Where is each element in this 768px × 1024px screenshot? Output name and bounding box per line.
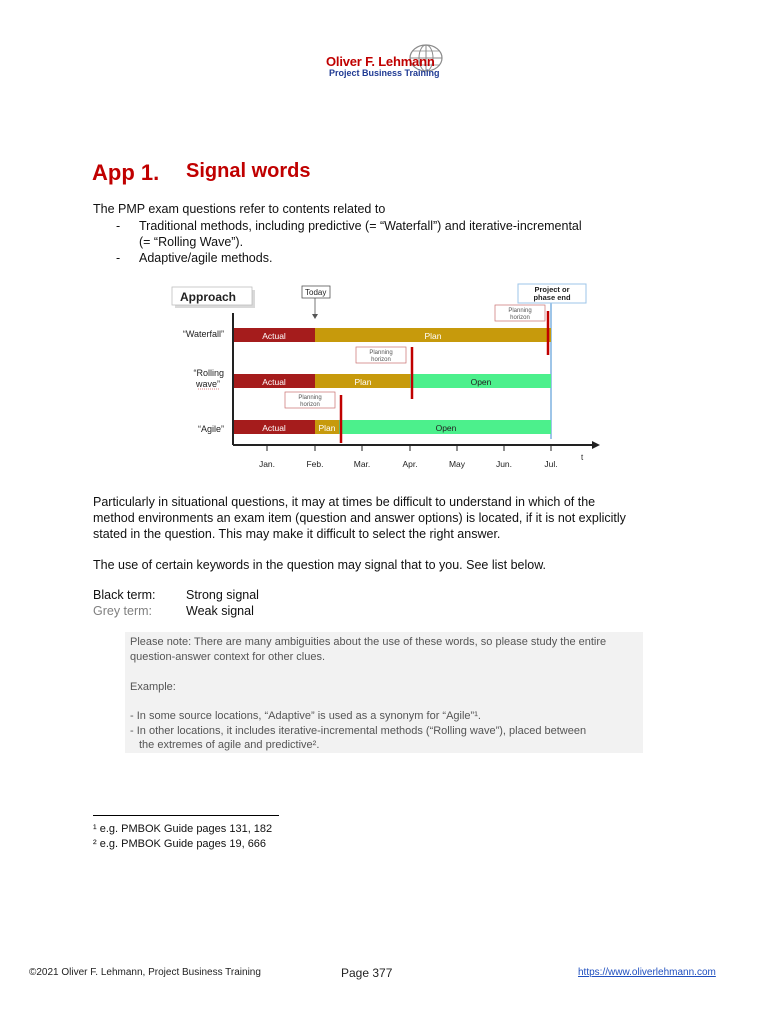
note-line: - In some source locations, “Adaptive” is used as a synonym for “Agile”¹. <box>130 710 481 722</box>
agile-horizon-label-2: horizon <box>300 402 320 408</box>
rolling-actual-label: Actual <box>262 377 286 387</box>
footer-copyright: ©2021 Oliver F. Lehmann, Project Business Training <box>29 967 261 978</box>
company-logo <box>326 43 446 83</box>
agile-open-label: Open <box>435 423 457 433</box>
waterfall-plan-label: Plan <box>424 331 442 341</box>
rolling-plan-label: Plan <box>354 377 372 387</box>
intro-lead: The PMP exam questions refer to contents related to <box>93 202 386 216</box>
note-box <box>125 632 643 753</box>
note-line: - In other locations, it includes iterative-incremental methods (“Rolling wave”), placed between <box>130 725 587 737</box>
page-number: Page 377 <box>341 966 393 980</box>
project-end-label-1: Project or <box>534 285 570 294</box>
row-label-agile: “Agile” <box>197 424 224 434</box>
agile-plan-label: Plan <box>318 423 336 433</box>
project-end-label-2: phase end <box>533 293 571 302</box>
month-label: Jan. <box>258 459 276 469</box>
paragraph-line: method environments an exam item (question and answer options) is located, if it is not explicitly <box>93 511 626 525</box>
logo-name: Oliver F. Lehmann <box>326 54 435 69</box>
x-axis-t-label: t <box>581 453 584 462</box>
footnote-divider <box>93 815 279 816</box>
footnote: ² e.g. PMBOK Guide pages 19, 666 <box>93 838 267 850</box>
rolling-open-label: Open <box>470 377 492 387</box>
note-line: question-answer context for other clues. <box>130 651 326 663</box>
note-line: the extremes of agile and predictive². <box>139 739 320 751</box>
row-label-wave: wave” <box>195 379 220 389</box>
month-label: Jun. <box>495 459 513 469</box>
approach-diagram <box>160 283 600 473</box>
month-label: May <box>448 459 466 469</box>
row-label-rolling: “Rolling <box>193 368 224 378</box>
footnote: ¹ e.g. PMBOK Guide pages 131, 182 <box>93 823 273 835</box>
rolling-horizon-label-1: Planning <box>369 350 393 356</box>
agile-horizon-label-1: Planning <box>298 395 322 401</box>
approach-title: Approach <box>180 290 237 304</box>
page-title: Signal words <box>186 160 311 182</box>
bullet-traditional: Traditional methods, including predictive (= “Waterfall”) and iterative-incremental <box>139 219 582 233</box>
paragraph-line: stated in the question. This may make it difficult to select the right answer. <box>93 527 501 541</box>
agile-actual-label: Actual <box>262 423 286 433</box>
bullet-adaptive: Adaptive/agile methods. <box>139 251 273 265</box>
month-label: Mar. <box>353 459 371 469</box>
waterfall-actual-label: Actual <box>262 331 286 341</box>
today-label: Today <box>305 288 327 297</box>
term-value-strong: Strong signal <box>186 588 259 602</box>
waterfall-horizon-label-1: Planning <box>508 308 532 314</box>
term-value-weak: Weak signal <box>186 604 254 618</box>
paragraph-line: Particularly in situational questions, it may at times be difficult to understand in which of the <box>93 495 596 509</box>
rolling-horizon-label-2: horizon <box>371 357 391 363</box>
bullet-dash: - <box>116 219 121 233</box>
x-axis-arrowhead <box>592 441 600 449</box>
note-example: Example: <box>130 681 176 693</box>
paragraph-keywords: The use of certain keywords in the question may signal that to you. See list below. <box>93 558 547 572</box>
appendix-number: App 1. <box>92 160 160 185</box>
month-label: Feb. <box>306 459 324 469</box>
logo-subtitle: Project Business Training <box>329 68 440 78</box>
bullet-traditional-cont: (= “Rolling Wave”). <box>139 235 244 249</box>
month-label: Apr. <box>402 459 418 469</box>
bullet-dash: - <box>116 251 121 265</box>
today-arrowhead <box>312 314 318 319</box>
note-line: Please note: There are many ambiguities about the use of these words, so please study the entire <box>130 636 607 648</box>
month-label: Jul. <box>544 459 558 469</box>
waterfall-horizon-label-2: horizon <box>510 315 530 321</box>
row-label-waterfall: “Waterfall” <box>182 329 224 339</box>
website-link[interactable]: https://www.oliverlehmann.com <box>578 967 716 978</box>
term-label-black: Black term: <box>93 588 156 602</box>
term-label-grey: Grey term: <box>93 604 153 618</box>
